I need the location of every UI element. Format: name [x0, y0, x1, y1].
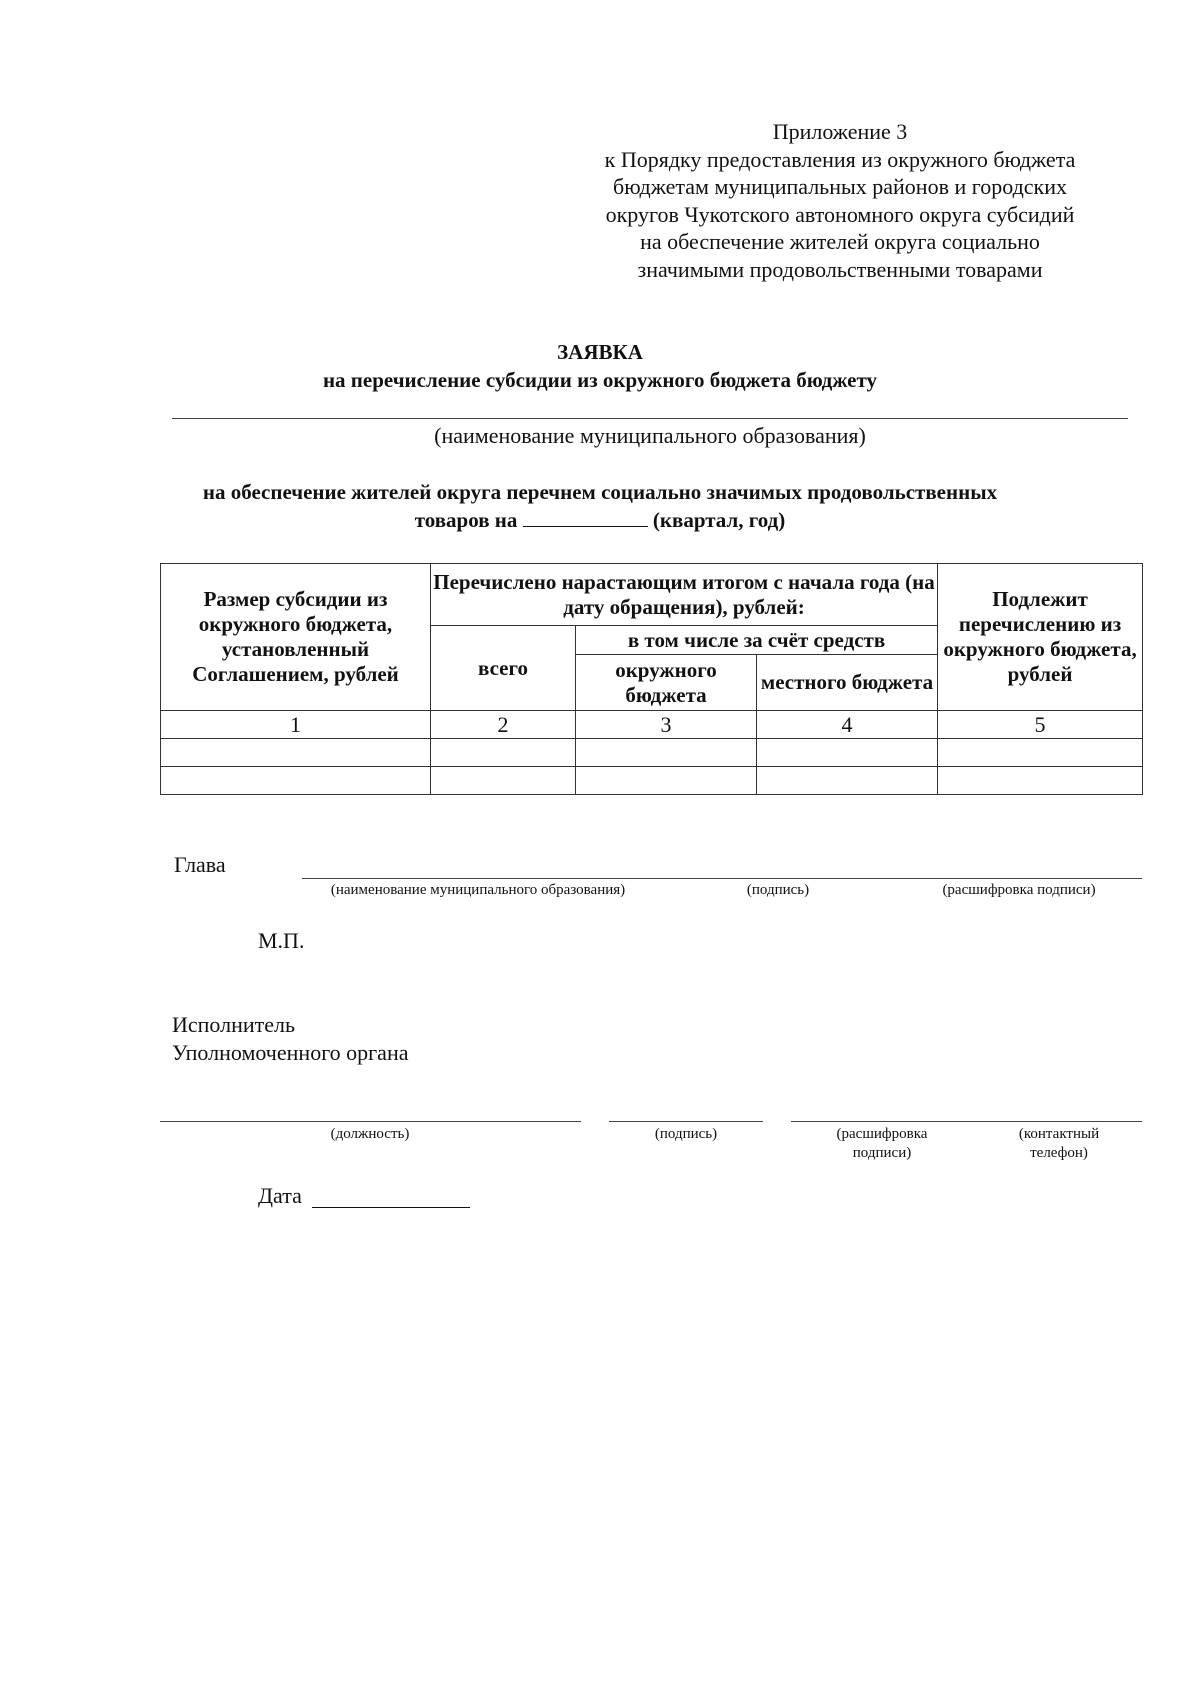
appendix-line-2: к Порядку предоставления из окружного бюджета	[604, 146, 1076, 172]
header-subsidy-size: Размер субсидии из окружного бюджета, установленный Соглашением, рублей	[161, 564, 431, 711]
subsidy-table	[160, 563, 1143, 795]
appendix-line-1: Приложение 3	[772, 119, 908, 144]
column-number-2: 2	[431, 711, 576, 739]
table-cell	[431, 739, 576, 767]
head-municipality-caption: (наименование муниципального образования)	[330, 882, 626, 898]
column-number-4: 4	[757, 711, 938, 739]
header-district-budget: окружного бюджета	[576, 655, 757, 711]
header-local-budget: местного бюджета	[757, 655, 938, 711]
executor-transcript-caption-line-2: подписи)	[852, 1145, 912, 1161]
header-including: в том числе за счёт средств	[576, 626, 938, 655]
column-number-5: 5	[938, 711, 1143, 739]
signature-line	[609, 1121, 763, 1122]
stamp-label: М.П.	[258, 928, 305, 953]
header-transferred: Перечислено нарастающим итогом с начала года (на дату обращения), рублей:	[431, 564, 938, 626]
table-cell	[161, 767, 431, 795]
purpose-line-1: на обеспечение жителей округа перечнем социально значимых продовольственных	[202, 480, 998, 504]
column-number-1: 1	[161, 711, 431, 739]
phone-caption	[1004, 1125, 1114, 1163]
head-label: Глава	[174, 852, 226, 877]
table-cell	[938, 767, 1143, 795]
date-label: Дата	[258, 1183, 302, 1208]
executor-signature-caption: (подпись)	[654, 1126, 718, 1142]
document-subtitle: на перечисление субсидии из окружного бюджета бюджету	[322, 368, 878, 392]
date-line	[312, 1207, 470, 1208]
phone-caption-line-2: телефон)	[1030, 1145, 1088, 1161]
phone-caption-line-1: (контактный	[1018, 1126, 1100, 1142]
document-title: ЗАЯВКА	[557, 340, 643, 364]
executor-transcript-caption	[822, 1125, 942, 1163]
appendix-line-6: значимыми продовольственными товарами	[637, 256, 1043, 282]
column-number-3: 3	[576, 711, 757, 739]
table-cell	[161, 739, 431, 767]
appendix-line-5: на обеспечение жителей округа социально	[640, 229, 1040, 254]
appendix-header	[560, 118, 1120, 283]
head-signature-caption: (подпись)	[746, 882, 810, 898]
position-caption: (должность)	[330, 1126, 410, 1142]
appendix-line-3: бюджетам муниципальных районов и городских	[613, 174, 1067, 199]
quarter-year-blank	[523, 508, 648, 527]
table-cell	[431, 767, 576, 795]
transcript-phone-line	[791, 1121, 1142, 1122]
header-to-transfer: Подлежит перечислению из окружного бюджета, рублей	[938, 564, 1143, 711]
executor-organ-label: Уполномоченного органа	[172, 1040, 409, 1065]
table-cell	[576, 767, 757, 795]
purpose-line-2-suffix: (квартал, год)	[652, 508, 786, 532]
purpose-heading	[150, 478, 1050, 534]
table-cell	[757, 767, 938, 795]
position-line	[160, 1121, 581, 1122]
executor-label: Исполнитель	[172, 1012, 296, 1037]
table-cell	[757, 739, 938, 767]
header-total: всего	[431, 626, 576, 711]
head-signature-line	[302, 878, 1142, 879]
municipality-caption: (наименование муниципального образования)	[434, 423, 866, 448]
executor-transcript-caption-line-1: (расшифровка	[836, 1126, 928, 1142]
head-transcript-caption: (расшифровка подписи)	[942, 882, 1096, 898]
purpose-line-2-prefix: товаров на	[414, 508, 518, 532]
table-cell	[938, 739, 1143, 767]
table-cell	[576, 739, 757, 767]
appendix-line-4: округов Чукотского автономного округа субсидий	[605, 201, 1075, 227]
municipality-name-line	[172, 418, 1128, 419]
purpose-line-2	[150, 506, 1050, 534]
